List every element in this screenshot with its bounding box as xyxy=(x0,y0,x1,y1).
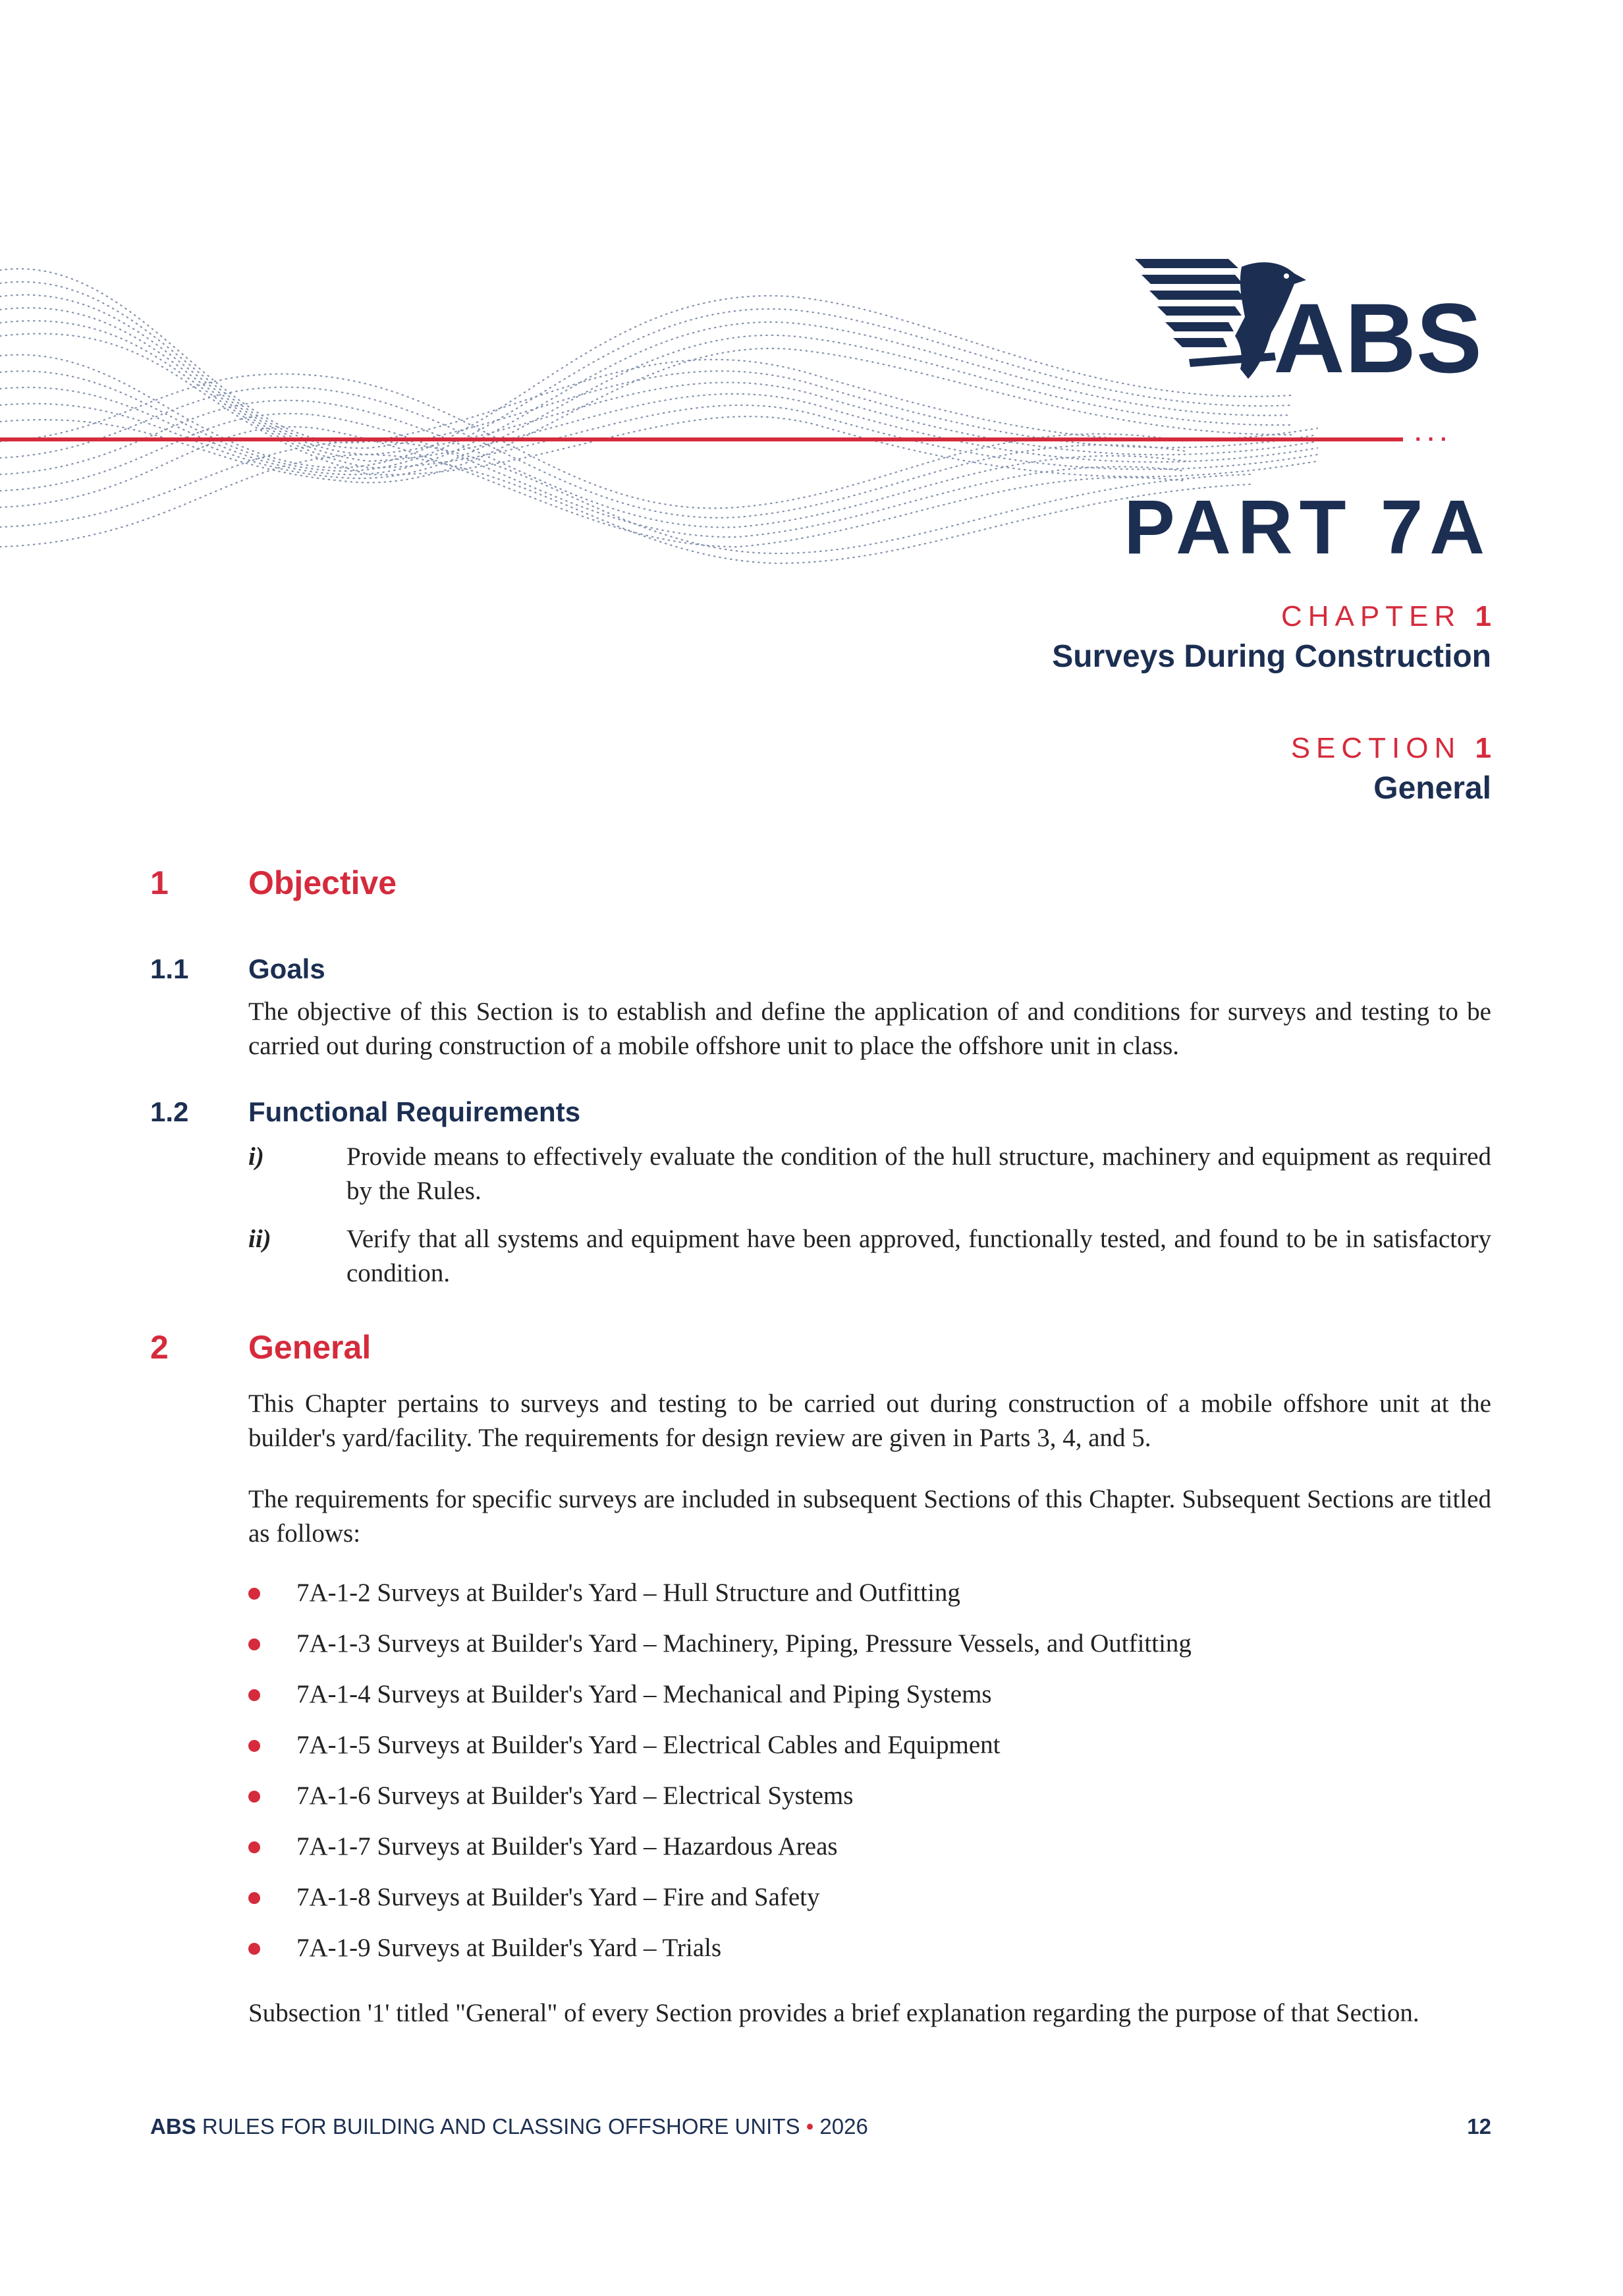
header-red-rule xyxy=(0,437,1403,441)
logo-wordmark: ABS xyxy=(1273,283,1482,392)
subsequent-section-item: 7A-1-2 Surveys at Builder's Yard – Hull Structure and Outfitting xyxy=(296,1579,960,1607)
abs-eagle-logo xyxy=(1130,254,1485,392)
heading-number-objective: 1 xyxy=(150,864,169,901)
subheading-functional-requirements: Functional Requirements xyxy=(248,1096,581,1127)
subsequent-section-item: 7A-1-7 Surveys at Builder's Yard – Hazardous Areas xyxy=(296,1832,838,1861)
section-title: General xyxy=(1373,771,1491,806)
subheading-goals: Goals xyxy=(248,953,325,984)
header-rule-dots: ··· xyxy=(1415,427,1453,452)
footer-brand: ABS xyxy=(150,2114,196,2139)
section-number: 1 xyxy=(1475,732,1491,764)
section-label-text: SECTION xyxy=(1290,732,1462,764)
bullet-dot xyxy=(248,1740,260,1752)
bullet-dot xyxy=(248,1791,260,1803)
chapter-label-text: CHAPTER xyxy=(1281,600,1462,632)
general-paragraph: The requirements for specific surveys are included in subsequent Sections of this Chapter. Subsequent Sections are titled as follows: xyxy=(248,1485,1491,1548)
footer-separator: • xyxy=(806,2114,814,2139)
subsequent-section-item: 7A-1-5 Surveys at Builder's Yard – Electrical Cables and Equipment xyxy=(296,1731,1001,1759)
heading-general: General xyxy=(248,1329,371,1366)
bullet-dot xyxy=(248,1638,260,1650)
requirement-marker: ii) xyxy=(248,1225,271,1253)
subsequent-section-item: 7A-1-8 Surveys at Builder's Yard – Fire and Safety xyxy=(296,1883,820,1911)
heading-number-general: 2 xyxy=(150,1329,169,1366)
chapter-number: 1 xyxy=(1475,600,1491,632)
requirement-marker: i) xyxy=(248,1142,264,1171)
subsequent-section-item: 7A-1-9 Surveys at Builder's Yard – Trials xyxy=(296,1934,722,1962)
footer-year: 2026 xyxy=(819,2114,868,2139)
subheading-number-functional-requirements: 1.2 xyxy=(150,1096,189,1127)
bullet-dot xyxy=(248,1689,260,1701)
footer-title: RULES FOR BUILDING AND CLASSING OFFSHORE UNITS xyxy=(202,2114,800,2139)
chapter-title: Surveys During Construction xyxy=(1052,639,1491,674)
part-title: PART 7A xyxy=(1124,484,1491,570)
section-label xyxy=(1291,731,1491,766)
general-paragraph: This Chapter pertains to surveys and testing to be carried out during construction of a mobile offshore unit at the builder's yard/facility. The requirements for design review are given in Parts 3, 4, and 5. xyxy=(248,1389,1491,1452)
heading-objective: Objective xyxy=(248,864,397,901)
chapter-label xyxy=(1281,600,1491,634)
bullet-dot xyxy=(248,1943,260,1955)
bullet-dot xyxy=(248,1588,260,1600)
requirement-text: Verify that all systems and equipment have been approved, functionally tested, and found to be in satisfactory condition. xyxy=(346,1225,1491,1287)
subsequent-section-item: 7A-1-6 Surveys at Builder's Yard – Electrical Systems xyxy=(296,1781,854,1810)
bullet-dot xyxy=(248,1841,260,1853)
subsequent-section-item: 7A-1-3 Surveys at Builder's Yard – Machinery, Piping, Pressure Vessels, and Outfitting xyxy=(296,1629,1192,1658)
page-number: 12 xyxy=(1467,2114,1491,2139)
closing-paragraph: Subsection '1' titled "General" of every Section provides a brief explanation regarding the purpose of that Section. xyxy=(248,1999,1419,2027)
subheading-number-goals: 1.1 xyxy=(150,953,189,984)
requirement-text: Provide means to effectively evaluate the condition of the hull structure, machinery and equipment as required by the Rules. xyxy=(346,1142,1491,1205)
subsequent-section-item: 7A-1-4 Surveys at Builder's Yard – Mechanical and Piping Systems xyxy=(296,1680,992,1708)
footer-document-title xyxy=(150,2114,868,2140)
goals-paragraph: The objective of this Section is to establish and define the application of and conditions for surveys and testing to be carried out during construction of a mobile offshore unit to place the offshore unit in class. xyxy=(248,997,1491,1060)
bullet-dot xyxy=(248,1892,260,1904)
